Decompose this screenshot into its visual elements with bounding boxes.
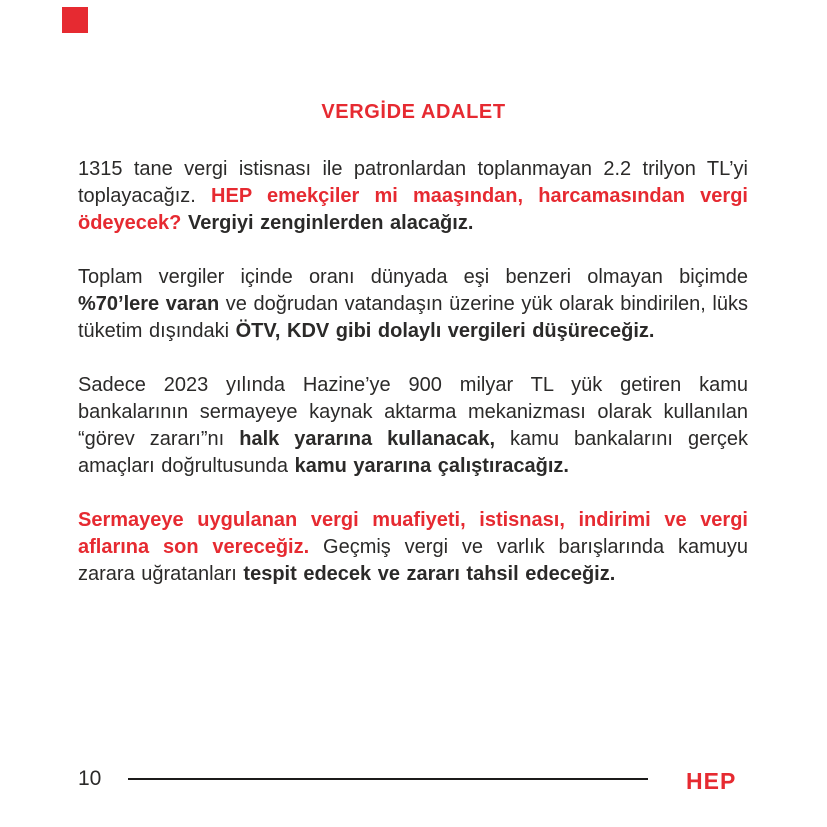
red-square-mark xyxy=(62,7,88,33)
body-paragraph xyxy=(78,156,748,237)
text-run-emphasis: %70’lere varan xyxy=(78,293,226,315)
body-paragraph xyxy=(78,507,748,588)
text-run-emphasis: ÖTV, KDV gibi dolaylı vergileri düşüreceğiz. xyxy=(235,320,655,342)
body-paragraph xyxy=(78,264,748,345)
text-run-emphasis: halk yararına kullanacak, xyxy=(239,428,511,450)
text-run-emphasis: kamu yararına çalıştıracağız. xyxy=(294,455,569,477)
page-title: VERGİDE ADALET xyxy=(321,101,506,123)
text-run: 1315 tane vergi istisnası ile patronlardan toplanmayan 2.2 trilyon TL’yi toplayacağız. xyxy=(78,158,748,207)
text-run-red-emphasis: Sermayeye uygulanan vergi muafiyeti, istisnası, indirimi ve vergi aflarına son vereceğiz. xyxy=(78,509,748,558)
text-run-emphasis: tespit edecek ve zararı tahsil edeceğiz. xyxy=(243,563,616,585)
text-run: ve doğrudan vatandaşın üzerine yük olarak bindirilen, lüks tüketim dışındaki xyxy=(78,293,749,342)
body-paragraph xyxy=(78,372,748,480)
text-run-red-emphasis: HEP emekçiler mi maaşından, harcamasından vergi ödeyecek? xyxy=(78,185,748,234)
footer-divider xyxy=(128,778,648,780)
text-run-emphasis: Vergiyi zenginlerden alacağız. xyxy=(187,212,474,234)
text-run: Toplam vergiler içinde oranı dünyada eşi benzeri olmayan biçimde xyxy=(78,266,748,288)
text-run: Sadece 2023 yılında Hazine’ye 900 milyar TL yük getiren kamu bankalarının sermayeye kaynak aktarma mekanizması olarak kullanılan “görev zararı”nı xyxy=(78,374,748,450)
page-content xyxy=(78,156,748,615)
text-run: Geçmiş vergi ve varlık barışlarında kamuyu zarara uğratanları xyxy=(78,536,748,585)
hep-logo: HEP xyxy=(686,768,737,794)
text-run: kamu bankalarını gerçek amaçları doğrultusunda xyxy=(78,428,748,477)
page-number: 10 xyxy=(78,767,102,790)
